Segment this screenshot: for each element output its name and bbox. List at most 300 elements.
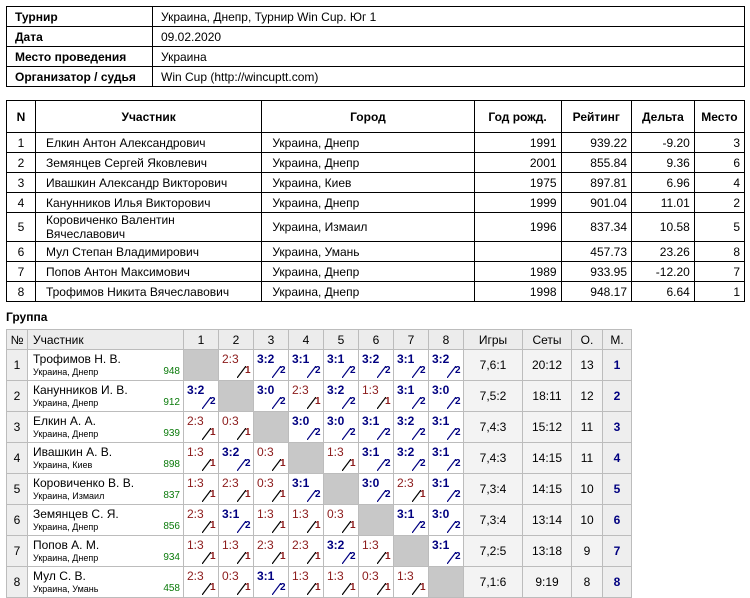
match-score: 3:1: [362, 414, 380, 428]
player-rating: 458: [163, 583, 180, 594]
participant-cell: 3: [694, 133, 744, 153]
match-points: 2: [280, 582, 286, 593]
match-score: 3:0: [362, 476, 380, 490]
match-result-cell: [254, 443, 289, 474]
group-header: 8: [429, 330, 464, 350]
participant-cell: Ивашкин Александр Викторович: [35, 173, 261, 193]
match-result-cell: [254, 350, 289, 381]
match-score: 0:3: [327, 507, 344, 521]
match-points: 2: [455, 520, 461, 531]
games-cell: 7,5:2: [464, 381, 523, 412]
diagonal-cell: [289, 443, 324, 474]
participant-cell: 933.95: [561, 262, 631, 282]
match-result-cell: [429, 381, 464, 412]
participant-cell: Попов Антон Максимович: [35, 262, 261, 282]
place-cell: 1: [603, 350, 632, 381]
match-result-cell: [219, 474, 254, 505]
match-score: 3:2: [327, 538, 345, 552]
participant-row: [7, 133, 745, 153]
place-cell: 7: [603, 536, 632, 567]
participant-cell: 8: [694, 242, 744, 262]
match-score: 3:0: [432, 507, 450, 521]
player-rating: 856: [163, 521, 180, 532]
group-header: 4: [289, 330, 324, 350]
match-result-cell: [429, 474, 464, 505]
group-row-number: 3: [7, 412, 28, 443]
match-result-cell: [289, 567, 324, 598]
match-points: 1: [420, 582, 426, 593]
match-points: 2: [385, 427, 391, 438]
participant-cell: 2: [7, 153, 36, 173]
diagonal-cell: [324, 474, 359, 505]
match-result-cell: [289, 536, 324, 567]
participant-cell: Украина, Умань: [262, 242, 474, 262]
diagonal-cell: [254, 412, 289, 443]
match-points: 2: [315, 427, 321, 438]
match-score: 3:0: [257, 383, 275, 397]
group-row: [7, 412, 632, 443]
points-cell: 11: [572, 412, 603, 443]
match-result-cell: [289, 412, 324, 443]
info-value: 09.02.2020: [153, 27, 745, 47]
participant-cell: Канунников Илья Викторович: [35, 193, 261, 213]
group-header: 5: [324, 330, 359, 350]
match-points: 1: [385, 551, 391, 562]
match-score: 3:1: [432, 538, 450, 552]
match-score: 2:3: [397, 476, 414, 490]
group-row: [7, 536, 632, 567]
player-name: Земянцев С. Я.: [33, 507, 119, 521]
participant-cell: 9.36: [632, 153, 695, 173]
match-score: 3:1: [432, 476, 450, 490]
participant-cell: 5: [694, 213, 744, 242]
participant-cell: 6: [7, 242, 36, 262]
participant-cell: 1998: [474, 282, 561, 302]
match-points: 2: [455, 458, 461, 469]
match-result-cell: [394, 567, 429, 598]
match-result-cell: [184, 536, 219, 567]
participant-row: [7, 262, 745, 282]
match-result-cell: [429, 350, 464, 381]
match-score: 3:2: [257, 352, 275, 366]
match-points: 2: [210, 396, 216, 407]
group-header: Сеты: [523, 330, 572, 350]
match-points: 1: [385, 396, 391, 407]
match-score: 3:2: [397, 445, 415, 459]
match-points: 1: [210, 458, 216, 469]
match-result-cell: [359, 474, 394, 505]
player-city: Украина, Днепр: [33, 429, 99, 439]
match-score: 1:3: [187, 476, 204, 490]
group-row: [7, 381, 632, 412]
player-rating: 898: [163, 459, 180, 470]
points-cell: 8: [572, 567, 603, 598]
match-result-cell: [359, 443, 394, 474]
participant-cell: Украина, Днепр: [262, 193, 474, 213]
group-row: [7, 443, 632, 474]
match-points: 1: [245, 365, 251, 376]
info-value: Win Cup (http://wincuptt.com): [153, 67, 745, 87]
match-points: 1: [315, 551, 321, 562]
match-result-cell: [324, 443, 359, 474]
match-points: 2: [455, 365, 461, 376]
match-points: 2: [385, 365, 391, 376]
match-score: 3:2: [187, 383, 205, 397]
match-score: 1:3: [292, 569, 309, 583]
match-score: 1:3: [187, 538, 204, 552]
participant-cell: 897.81: [561, 173, 631, 193]
participant-cell: 901.04: [561, 193, 631, 213]
player-city: Украина, Днепр: [33, 522, 99, 532]
match-result-cell: [394, 505, 429, 536]
participant-cell: 5: [7, 213, 36, 242]
match-points: 1: [280, 551, 286, 562]
match-points: 2: [350, 427, 356, 438]
info-row: [7, 7, 745, 27]
info-row: [7, 67, 745, 87]
sets-cell: 15:12: [523, 412, 572, 443]
tournament-info-table: [6, 6, 745, 87]
diagonal-cell: [184, 350, 219, 381]
match-score: 3:1: [292, 476, 310, 490]
group-player: [28, 567, 184, 598]
diagonal-cell: [359, 505, 394, 536]
participant-cell: 23.26: [632, 242, 695, 262]
match-points: 1: [280, 458, 286, 469]
match-points: 1: [350, 458, 356, 469]
match-score: 3:0: [432, 383, 450, 397]
match-result-cell: [219, 536, 254, 567]
player-rating: 939: [163, 428, 180, 439]
group-header: Игры: [464, 330, 523, 350]
participant-cell: Коровиченко Валентин Вячеславович: [35, 213, 261, 242]
match-score: 3:0: [292, 414, 310, 428]
match-result-cell: [289, 350, 324, 381]
match-score: 3:2: [397, 414, 415, 428]
match-score: 3:2: [432, 352, 450, 366]
match-score: 3:1: [397, 352, 415, 366]
match-result-cell: [254, 474, 289, 505]
match-result-cell: [184, 505, 219, 536]
group-header: Участник: [28, 330, 184, 350]
match-score: 1:3: [257, 507, 274, 521]
group-row-number: 1: [7, 350, 28, 381]
match-score: 2:3: [222, 352, 239, 366]
participant-cell: 948.17: [561, 282, 631, 302]
info-row: [7, 27, 745, 47]
participant-cell: -12.20: [632, 262, 695, 282]
match-points: 1: [350, 520, 356, 531]
match-points: 1: [280, 489, 286, 500]
games-cell: 7,3:4: [464, 505, 523, 536]
participant-cell: 3: [7, 173, 36, 193]
match-points: 2: [280, 396, 286, 407]
match-result-cell: [359, 567, 394, 598]
match-score: 1:3: [397, 569, 414, 583]
player-rating: 948: [163, 366, 180, 377]
player-name: Елкин А. А.: [33, 414, 96, 428]
match-points: 1: [245, 489, 251, 500]
points-cell: 12: [572, 381, 603, 412]
match-result-cell: [254, 505, 289, 536]
participant-cell: Украина, Днепр: [262, 282, 474, 302]
match-result-cell: [184, 567, 219, 598]
info-value: Украина, Днепр, Турнир Win Cup. Юг 1: [153, 7, 745, 27]
match-points: 1: [210, 520, 216, 531]
participant-cell: -9.20: [632, 133, 695, 153]
participants-table: [6, 100, 745, 302]
match-score: 2:3: [292, 383, 309, 397]
match-result-cell: [359, 350, 394, 381]
participant-cell: 1999: [474, 193, 561, 213]
match-score: 3:1: [397, 507, 415, 521]
match-points: 2: [245, 520, 251, 531]
games-cell: 7,6:1: [464, 350, 523, 381]
participant-cell: 2: [694, 193, 744, 213]
match-score: 3:1: [257, 569, 275, 583]
match-result-cell: [324, 381, 359, 412]
match-result-cell: [394, 412, 429, 443]
info-key: Организатор / судья: [7, 67, 153, 87]
match-points: 2: [350, 396, 356, 407]
participants-header: Город: [262, 101, 474, 133]
match-result-cell: [219, 412, 254, 443]
match-result-cell: [394, 381, 429, 412]
match-result-cell: [254, 381, 289, 412]
match-points: 1: [420, 489, 426, 500]
match-points: 2: [420, 520, 426, 531]
match-points: 1: [385, 582, 391, 593]
group-row-number: 6: [7, 505, 28, 536]
match-result-cell: [184, 443, 219, 474]
match-result-cell: [184, 474, 219, 505]
participant-cell: 1: [694, 282, 744, 302]
group-row-number: 8: [7, 567, 28, 598]
match-result-cell: [429, 443, 464, 474]
participants-header: Год рожд.: [474, 101, 561, 133]
match-score: 2:3: [257, 538, 274, 552]
participant-cell: 6.64: [632, 282, 695, 302]
group-row: [7, 474, 632, 505]
group-header: 6: [359, 330, 394, 350]
group-title: Группа: [6, 310, 48, 324]
match-score: 1:3: [327, 569, 344, 583]
diagonal-cell: [219, 381, 254, 412]
match-points: 1: [350, 582, 356, 593]
match-result-cell: [324, 505, 359, 536]
info-key: Турнир: [7, 7, 153, 27]
group-row-number: 2: [7, 381, 28, 412]
match-score: 2:3: [187, 569, 204, 583]
participant-row: [7, 193, 745, 213]
match-score: 3:0: [327, 414, 345, 428]
games-cell: 7,2:5: [464, 536, 523, 567]
match-result-cell: [219, 567, 254, 598]
match-score: 0:3: [222, 569, 239, 583]
match-score: 3:1: [397, 383, 415, 397]
group-player: [28, 474, 184, 505]
match-score: 0:3: [222, 414, 239, 428]
match-score: 3:1: [432, 414, 450, 428]
group-row-number: 7: [7, 536, 28, 567]
match-points: 2: [280, 365, 286, 376]
participant-cell: 6.96: [632, 173, 695, 193]
participant-cell: 1991: [474, 133, 561, 153]
match-result-cell: [254, 536, 289, 567]
participant-cell: 1: [7, 133, 36, 153]
group-player: [28, 536, 184, 567]
group-player: [28, 350, 184, 381]
group-header: 7: [394, 330, 429, 350]
match-result-cell: [219, 505, 254, 536]
player-name: Попов А. М.: [33, 538, 100, 552]
participant-cell: Мул Степан Владимирович: [35, 242, 261, 262]
match-score: 3:2: [362, 352, 380, 366]
player-rating: 837: [163, 490, 180, 501]
diagonal-cell: [394, 536, 429, 567]
group-header: 3: [254, 330, 289, 350]
player-city: Украина, Днепр: [33, 398, 99, 408]
points-cell: 11: [572, 443, 603, 474]
match-result-cell: [394, 474, 429, 505]
place-cell: 8: [603, 567, 632, 598]
participant-row: [7, 153, 745, 173]
group-header: 1: [184, 330, 219, 350]
group-row-number: 4: [7, 443, 28, 474]
match-result-cell: [324, 536, 359, 567]
games-cell: 7,1:6: [464, 567, 523, 598]
sets-cell: 13:14: [523, 505, 572, 536]
info-row: [7, 47, 745, 67]
match-result-cell: [219, 350, 254, 381]
match-points: 2: [420, 365, 426, 376]
games-cell: 7,4:3: [464, 412, 523, 443]
group-player: [28, 381, 184, 412]
sets-cell: 14:15: [523, 443, 572, 474]
participant-cell: Земянцев Сергей Яковлевич: [35, 153, 261, 173]
participant-row: [7, 282, 745, 302]
match-points: 2: [350, 551, 356, 562]
participant-cell: 2001: [474, 153, 561, 173]
player-name: Канунников И. В.: [33, 383, 128, 397]
match-result-cell: [219, 443, 254, 474]
games-cell: 7,3:4: [464, 474, 523, 505]
info-key: Место проведения: [7, 47, 153, 67]
participant-cell: 10.58: [632, 213, 695, 242]
match-points: 1: [315, 582, 321, 593]
participant-cell: 837.34: [561, 213, 631, 242]
player-name: Мул С. В.: [33, 569, 86, 583]
participants-header: Участник: [35, 101, 261, 133]
participant-cell: Трофимов Никита Вячеславович: [35, 282, 261, 302]
match-points: 1: [210, 551, 216, 562]
sets-cell: 18:11: [523, 381, 572, 412]
match-score: 2:3: [292, 538, 309, 552]
participant-cell: 4: [694, 173, 744, 193]
participant-cell: [474, 242, 561, 262]
player-rating: 912: [163, 397, 180, 408]
match-score: 1:3: [292, 507, 309, 521]
group-player: [28, 443, 184, 474]
match-score: 3:1: [327, 352, 345, 366]
match-points: 2: [455, 489, 461, 500]
participant-cell: 1975: [474, 173, 561, 193]
match-result-cell: [254, 567, 289, 598]
match-score: 3:1: [292, 352, 310, 366]
match-result-cell: [359, 412, 394, 443]
match-result-cell: [184, 381, 219, 412]
participant-cell: 1989: [474, 262, 561, 282]
participant-row: [7, 173, 745, 193]
group-results-table: [6, 329, 632, 598]
match-score: 0:3: [362, 569, 379, 583]
match-points: 2: [315, 489, 321, 500]
participant-cell: 939.22: [561, 133, 631, 153]
match-points: 1: [210, 489, 216, 500]
info-key: Дата: [7, 27, 153, 47]
participant-cell: Украина, Измаил: [262, 213, 474, 242]
match-score: 1:3: [362, 538, 379, 552]
participant-row: [7, 213, 745, 242]
player-name: Трофимов Н. В.: [33, 352, 121, 366]
group-player: [28, 505, 184, 536]
games-cell: 7,4:3: [464, 443, 523, 474]
match-score: 0:3: [257, 476, 274, 490]
match-score: 2:3: [187, 507, 204, 521]
points-cell: 9: [572, 536, 603, 567]
match-result-cell: [324, 412, 359, 443]
match-score: 3:2: [327, 383, 345, 397]
sets-cell: 14:15: [523, 474, 572, 505]
match-score: 1:3: [222, 538, 239, 552]
participant-cell: 6: [694, 153, 744, 173]
diagonal-cell: [429, 567, 464, 598]
place-cell: 3: [603, 412, 632, 443]
match-result-cell: [359, 536, 394, 567]
points-cell: 10: [572, 505, 603, 536]
match-points: 2: [420, 396, 426, 407]
match-points: 2: [385, 489, 391, 500]
match-points: 2: [315, 365, 321, 376]
match-points: 2: [385, 458, 391, 469]
match-result-cell: [429, 412, 464, 443]
participant-cell: 7: [7, 262, 36, 282]
match-points: 2: [455, 396, 461, 407]
match-score: 2:3: [187, 414, 204, 428]
place-cell: 2: [603, 381, 632, 412]
participant-cell: Украина, Днепр: [262, 153, 474, 173]
participant-cell: 8: [7, 282, 36, 302]
group-row: [7, 567, 632, 598]
place-cell: 4: [603, 443, 632, 474]
match-score: 3:1: [362, 445, 380, 459]
match-score: 1:3: [362, 383, 379, 397]
place-cell: 6: [603, 505, 632, 536]
participant-cell: Украина, Днепр: [262, 133, 474, 153]
participant-cell: 855.84: [561, 153, 631, 173]
match-score: 0:3: [257, 445, 274, 459]
participant-cell: 11.01: [632, 193, 695, 213]
group-player: [28, 412, 184, 443]
participant-cell: Украина, Киев: [262, 173, 474, 193]
player-city: Украина, Киев: [33, 460, 93, 470]
group-header: М.: [603, 330, 632, 350]
points-cell: 13: [572, 350, 603, 381]
sets-cell: 20:12: [523, 350, 572, 381]
match-result-cell: [394, 350, 429, 381]
group-row: [7, 350, 632, 381]
participants-header: N: [7, 101, 36, 133]
